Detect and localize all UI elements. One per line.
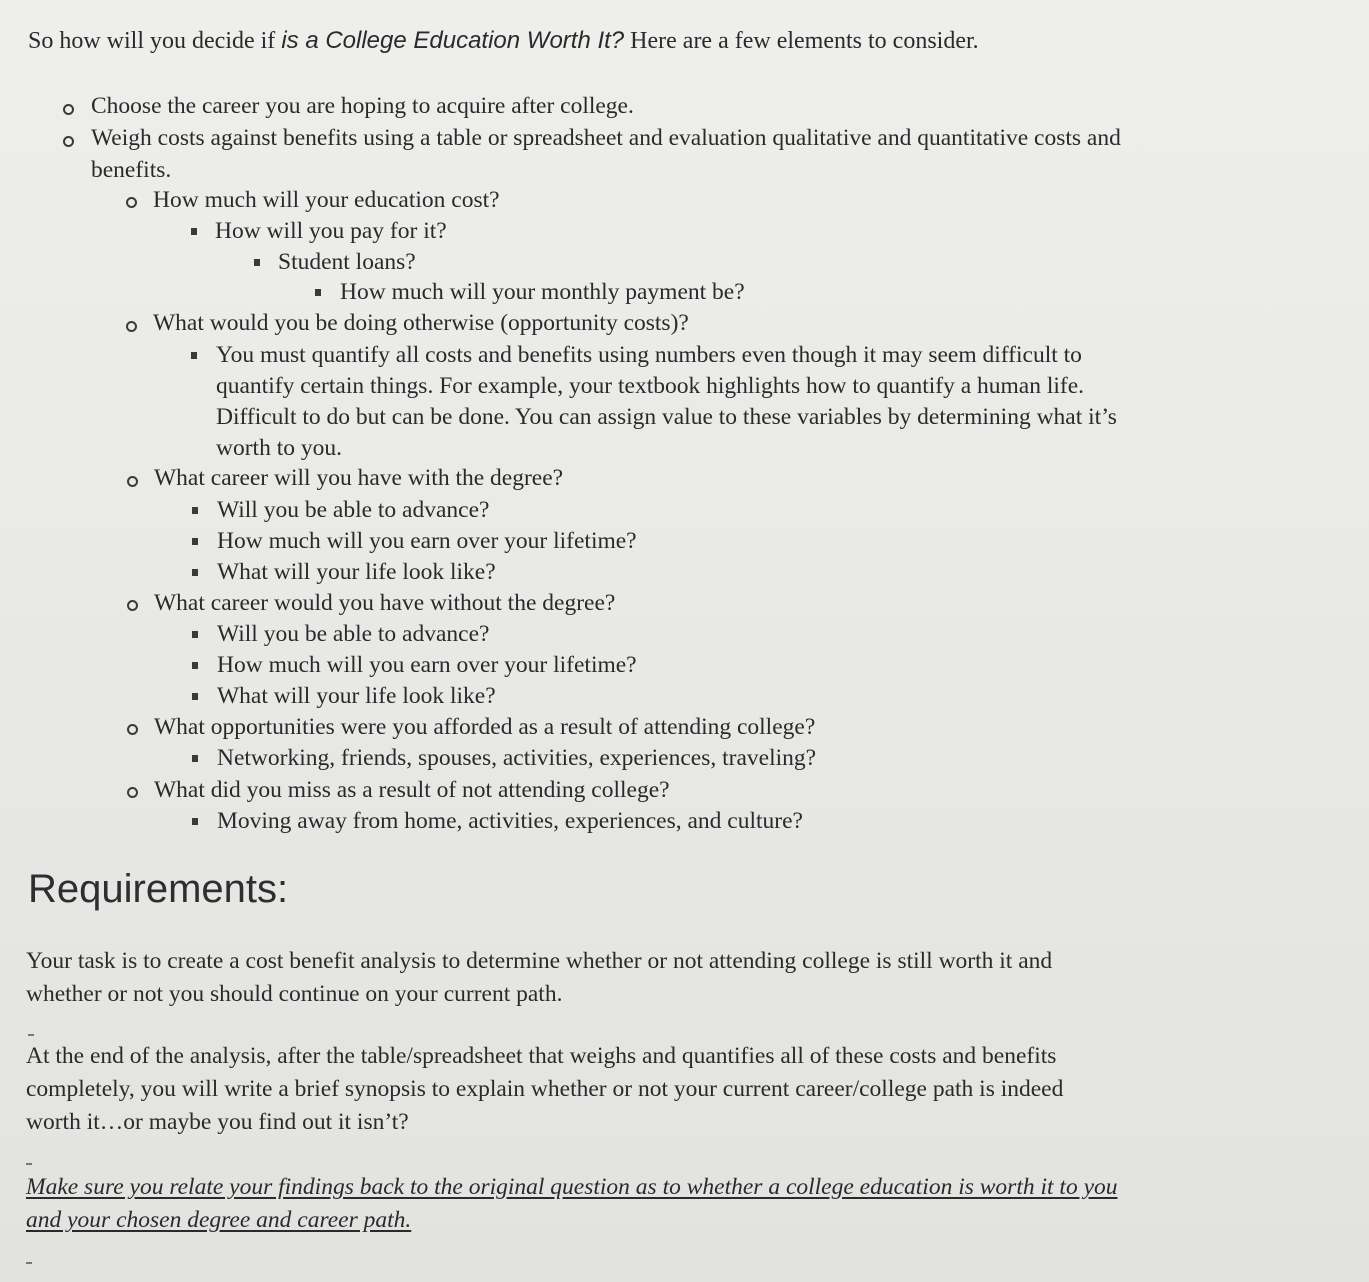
- hollow-bullet-icon: [126, 321, 137, 332]
- square-bullet-icon: [192, 631, 198, 638]
- divider-tick: [28, 1034, 34, 1036]
- square-bullet-icon: [192, 538, 198, 545]
- square-bullet-icon: [192, 693, 198, 700]
- hollow-bullet-icon: [126, 197, 137, 208]
- requirements-heading: Requirements:: [28, 867, 289, 911]
- list-item-opportunities: What opportunities were you afforded as a result of attending college?: [154, 714, 816, 740]
- relate-line-2: and your chosen degree and career path.: [26, 1207, 412, 1233]
- list-item-missed: What did you miss as a result of not attending college?: [154, 777, 670, 803]
- intro-lead: So how will you decide if: [28, 28, 282, 54]
- synopsis-paragraph: [26, 1040, 1226, 1139]
- list-item-with-life: What will your life look like?: [217, 559, 496, 585]
- list-item-weigh-costs: Weigh costs against benefits using a table or spreadsheet and evaluation qualitative and quantitative costs and: [91, 125, 1121, 151]
- list-item-monthly-payment: How much will your monthly payment be?: [340, 279, 745, 305]
- synopsis-line-2: completely, you will write a brief synopsis to explain whether or not your current career/college path is indeed: [26, 1076, 1064, 1102]
- task-line-2: whether or not you should continue on your current path.: [26, 981, 563, 1007]
- square-bullet-icon: [315, 289, 321, 296]
- list-item-career-without-degree: What career would you have without the degree?: [154, 590, 616, 616]
- square-bullet-icon: [192, 569, 198, 576]
- hollow-bullet-icon: [63, 104, 74, 115]
- list-item-student-loans: Student loans?: [278, 249, 416, 275]
- square-bullet-icon: [192, 755, 198, 762]
- list-item-missed-detail: Moving away from home, activities, experiences, and culture?: [217, 808, 803, 834]
- square-bullet-icon: [191, 352, 197, 359]
- relate-line-1: Make sure you relate your findings back to the original question as to whether a college education is worth it to you: [26, 1174, 1118, 1200]
- list-item-opportunities-detail: Networking, friends, spouses, activities, experiences, traveling?: [217, 745, 817, 771]
- list-item-quantify-cont-3: worth to you.: [216, 435, 342, 461]
- synopsis-line-3: worth it…or maybe you find out it isn’t?: [26, 1109, 409, 1135]
- list-item-with-earn: How much will you earn over your lifetime?: [217, 528, 637, 554]
- list-item-career-with-degree: What career will you have with the degree?: [154, 465, 564, 491]
- hollow-bullet-icon: [127, 724, 138, 735]
- list-item-weigh-costs-cont: benefits.: [91, 157, 172, 183]
- hollow-bullet-icon: [63, 136, 74, 147]
- square-bullet-icon: [192, 662, 198, 669]
- hollow-bullet-icon: [127, 600, 138, 611]
- list-item-quantify-cont-1: quantify certain things. For example, your textbook highlights how to quantify a human life.: [216, 373, 1085, 399]
- list-item-with-advance: Will you be able to advance?: [217, 497, 490, 523]
- intro-trail: Here are a few elements to consider.: [624, 28, 979, 54]
- list-item-opportunity-costs: What would you be doing otherwise (opportunity costs)?: [153, 310, 689, 336]
- relate-findings-paragraph: [26, 1171, 1226, 1237]
- list-item-quantify: You must quantify all costs and benefits using numbers even though it may seem difficult to: [216, 342, 1082, 368]
- divider-tick: [26, 1163, 32, 1165]
- task-line-1: Your task is to create a cost benefit analysis to determine whether or not attending college is still worth it and: [26, 948, 1053, 974]
- synopsis-line-1: At the end of the analysis, after the table/spreadsheet that weighs and quantifies all of these costs and benefits: [26, 1043, 1057, 1069]
- list-item-choose-career: Choose the career you are hoping to acquire after college.: [91, 93, 634, 119]
- square-bullet-icon: [191, 228, 197, 235]
- list-item-without-earn: How much will you earn over your lifetime?: [217, 652, 637, 678]
- list-item-without-life: What will your life look like?: [217, 683, 496, 709]
- divider-tick: [26, 1262, 32, 1264]
- intro-sentence: [28, 24, 979, 58]
- square-bullet-icon: [192, 818, 198, 825]
- list-item-quantify-cont-2: Difficult to do but can be done. You can assign value to these variables by determining what it’s: [216, 404, 1117, 430]
- list-item-pay-for-it: How will you pay for it?: [215, 218, 447, 244]
- intro-emphasis: is a College Education Worth It?: [281, 27, 625, 54]
- list-item-without-advance: Will you be able to advance?: [217, 621, 490, 647]
- hollow-bullet-icon: [127, 787, 138, 798]
- square-bullet-icon: [254, 259, 260, 266]
- task-paragraph: [26, 945, 1226, 1011]
- list-item-education-cost: How much will your education cost?: [153, 187, 500, 213]
- hollow-bullet-icon: [127, 476, 138, 487]
- square-bullet-icon: [192, 507, 198, 514]
